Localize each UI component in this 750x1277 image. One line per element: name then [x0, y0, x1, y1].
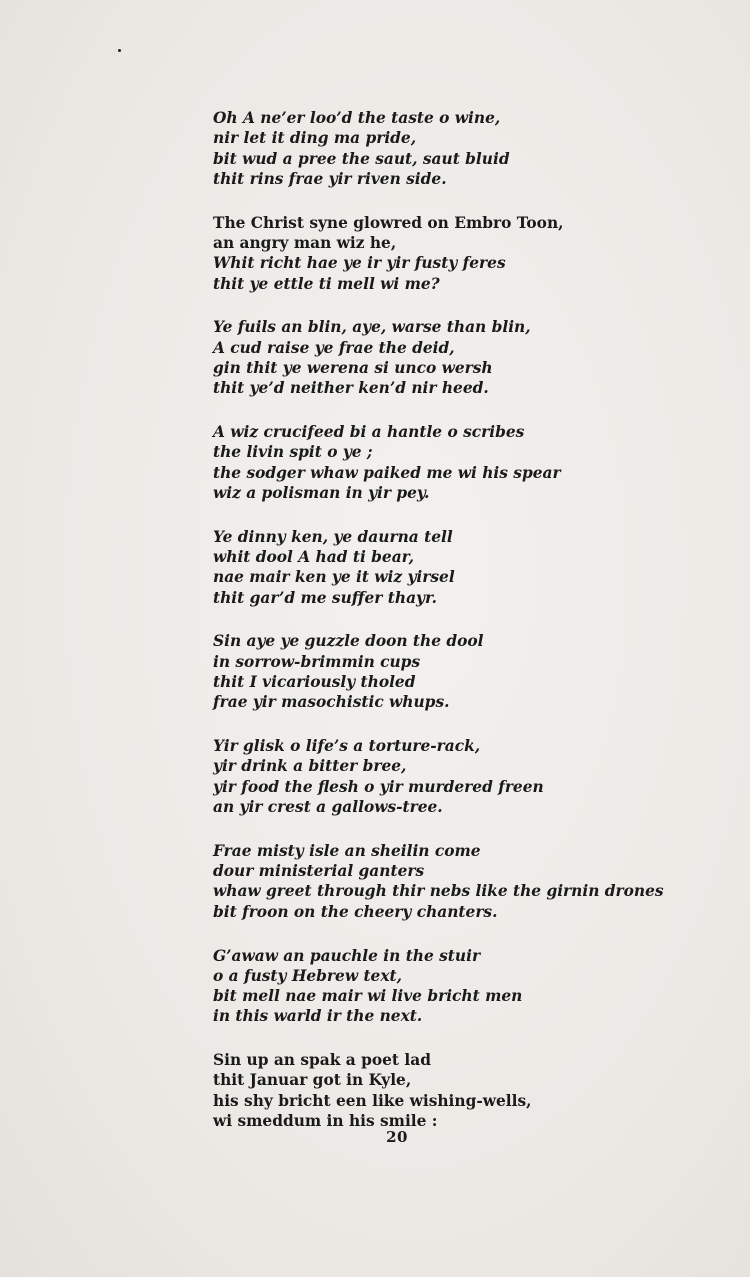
poem-line: A wiz crucifeed bi a hantle o scribes — [213, 423, 525, 442]
poem-line: Ye fuils an blin, aye, warse than blin, — [213, 318, 531, 337]
poem-line: the sodger whaw paiked me wi his spear — [213, 463, 561, 482]
poem-line: bit froon on the cheery chanters. — [213, 902, 498, 921]
poem-line: thit ye ettle ti mell wi me? — [213, 274, 440, 293]
poem-line: wiz a polisman in yir pey. — [213, 483, 430, 502]
poem-line: wi smeddum in his smile : — [213, 1112, 438, 1131]
stanza — [213, 1050, 733, 1131]
poem-line: his shy bricht een like wishing-wells, — [213, 1091, 532, 1110]
poem-line: an yir crest a gallows-tree. — [213, 798, 443, 817]
poem-line: thit ye’d neither ken’d nir heed. — [213, 379, 489, 398]
poem-line: the livin spit o ye ; — [213, 443, 373, 462]
stanza — [213, 527, 733, 608]
poem-line: Sin aye ye guzzle doon the dool — [213, 632, 484, 651]
stanza — [213, 631, 733, 712]
poem-line: in this warld ir the next. — [213, 1007, 423, 1026]
poem-line: thit rins frae yir riven side. — [213, 169, 447, 188]
poem-line: thit Januar got in Kyle, — [213, 1071, 412, 1090]
stanza — [213, 108, 733, 189]
poem-line: Yir glisk o life’s a torture-rack, — [213, 737, 481, 756]
poem-line: in sorrow-brimmin cups — [213, 652, 421, 671]
poem-line: bit mell nae mair wi live bricht men — [213, 987, 523, 1006]
poem-line: thit gar’d me suffer thayr. — [213, 588, 438, 607]
stanza — [213, 841, 733, 922]
poem-line: Ye dinny ken, ye daurna tell — [213, 527, 453, 546]
poem-line: A cud raise ye frae the deid, — [213, 338, 455, 357]
poem-line: whit dool A had ti bear, — [213, 548, 415, 567]
stanza — [213, 317, 733, 398]
poem-line: Oh A ne’er loo’d the taste o wine, — [213, 109, 501, 127]
ink-speck — [118, 49, 121, 52]
poem-line: The Christ syne glowred on Embro Toon, — [213, 213, 564, 232]
poem-line: yir drink a bitter bree, — [213, 757, 407, 776]
poem-line: thit I vicariously tholed — [213, 673, 416, 692]
poem-line: Frae misty isle an sheilin come — [213, 841, 481, 860]
stanza — [213, 422, 733, 503]
stanza — [213, 946, 733, 1027]
page-number: 20 — [386, 1128, 408, 1146]
poem-line: nae mair ken ye it wiz yirsel — [213, 568, 455, 587]
stanza — [213, 213, 733, 294]
poem-line: an angry man wiz he, — [213, 233, 397, 252]
poem-line: dour ministerial ganters — [213, 862, 425, 881]
poem-line: Sin up an spak a poet lad — [213, 1051, 431, 1070]
stanza — [213, 736, 733, 817]
poem-line: frae yir masochistic whups. — [213, 693, 450, 712]
poem-line: bit wud a pree the saut, saut bluid — [213, 149, 510, 168]
poem-line: Whit richt hae ye ir yir fusty feres — [213, 254, 506, 273]
poem-line: G’awaw an pauchle in the stuir — [213, 946, 481, 965]
poem-line: yir food the flesh o yir murdered freen — [213, 777, 544, 796]
poem-line: nir let it ding ma pride, — [213, 129, 417, 148]
poem-line: gin thit ye werena si unco wersh — [213, 358, 493, 377]
poem-line: whaw greet through thir nebs like the girnin drones — [213, 882, 664, 901]
poem — [213, 108, 733, 1155]
poem-line: o a fusty Hebrew text, — [213, 966, 402, 985]
